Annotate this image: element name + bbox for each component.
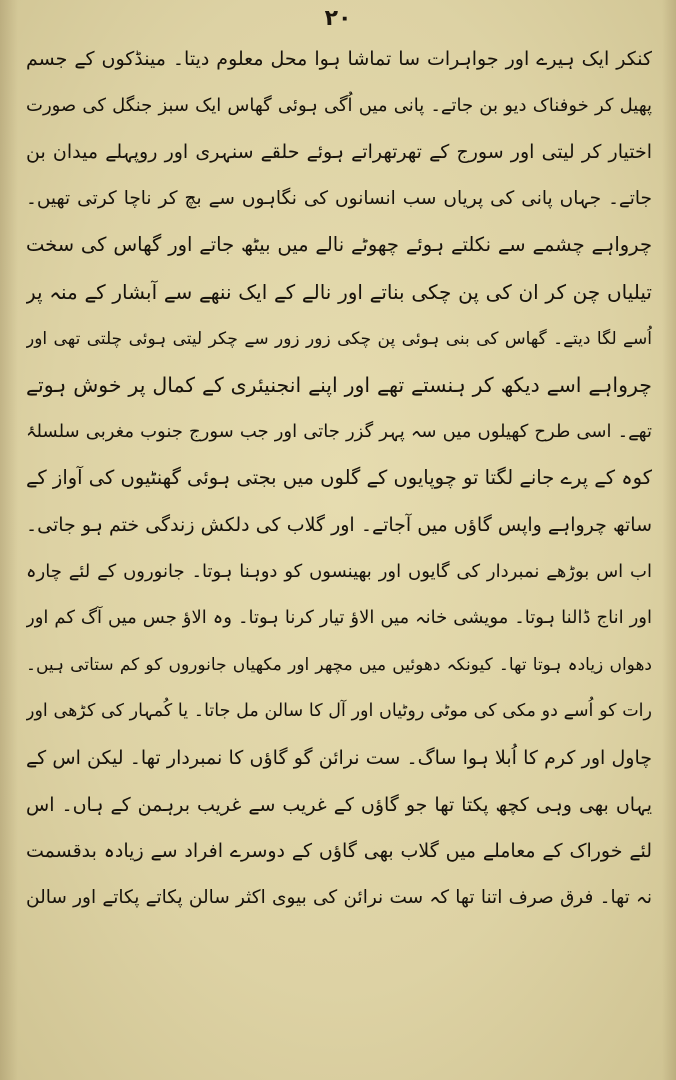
text-line: یہاں بھی وہی کچھ پکتا تھا جو گاؤں کے غریب سے غریب برہمن کے ہاں۔ اس xyxy=(26,793,652,816)
text-line: ساتھ چرواہے واپس گاؤں میں آجاتے۔ اور گلاب کی دلکش زندگی ختم ہو جاتی۔ xyxy=(26,513,652,536)
text-line: اختیار کر لیتی اور سورج کے تھرتھراتے ہوئے حلقے سنہری اور روپہلے میدان بن xyxy=(26,141,652,164)
text-line: اب اس بوڑھے نمبردار کی گایوں اور بھینسوں کو دوہنا ہوتا۔ جانوروں کے لئے چارہ xyxy=(26,560,652,582)
text-line: کوہ کے پرے جانے لگتا تو چوپایوں کے گلوں میں بجتی ہوئی گھنٹیوں کی آواز کے xyxy=(26,466,652,490)
page-number: ۲۰ xyxy=(324,6,352,31)
text-line: تیلیاں چن کر ان کی پن چکی بناتے اور نالے کے ایک ننھے سے آبشار کے منہ پر xyxy=(26,279,652,304)
text-line: اور اناج ڈالنا ہوتا۔ مویشی خانہ میں الاؤ تیار کرنا ہوتا۔ وہ الاؤ جس میں آگ کم اور xyxy=(26,607,652,629)
page-right-edge-shadow xyxy=(662,0,676,1080)
text-line: لئے خوراک کے معاملے میں گلاب بھی گاؤں کے دوسرے افراد سے زیادہ بدقسمت xyxy=(26,840,652,863)
text-line: پھیل کر خوفناک دیو بن جاتے۔ پانی میں اُگی ہوئی گھاس ایک سبز جنگل کی صورت xyxy=(26,94,652,116)
text-line: دھواں زیادہ ہوتا تھا۔ کیونکہ دھوئیں میں مچھر اور مکھیاں جانوروں کو کم ستاتی ہیں۔ xyxy=(26,654,652,675)
body-text xyxy=(26,36,652,921)
text-line: رات کو اُسے دو مکی کی موٹی روٹیاں اور آل کا سالن مل جاتا۔ یا کُمہار کی کڑھی اور xyxy=(26,701,652,722)
page-left-edge-shadow xyxy=(0,0,18,1080)
text-line: نہ تھا۔ فرق صرف اتنا تھا کہ ست نرائن کی بیوی اکثر سالن پکاتے پکاتے اور سالن xyxy=(26,886,652,908)
text-line: جاتے۔ جہاں پانی کی پریاں سب انسانوں کی نگاہوں سے بچ کر ناچا کرتی تھیں۔ xyxy=(26,187,652,209)
text-line: چاول اور کرم کا اُبلا ہوا ساگ۔ ست نرائن گو گاؤں کا نمبردار تھا۔ لیکن اس کے xyxy=(26,746,652,769)
text-line: کنکر ایک ہیرے اور جواہرات سا تماشا ہوا محل معلوم دیتا۔ مینڈکوں کے جسم xyxy=(26,48,652,70)
text-line: اُسے لگا دیتے۔ گھاس کی بنی ہوئی پن چکی زور زور سے چکر لیتی ہوئی چلتی تھی اور xyxy=(26,328,652,349)
text-line: چرواہے اسے دیکھ کر ہنستے تھے اور اپنے انجنیئری کے کمال پر خوش ہوتے xyxy=(26,373,652,398)
text-line: تھے۔ اسی طرح کھیلوں میں سہ پہر گزر جاتی اور جب سورج جنوب مغربی سلسلۂ xyxy=(26,420,652,442)
text-line: چرواہے چشمے سے نکلتے ہوئے چھوٹے نالے میں بیٹھ جاتے اور گھاس کی سخت xyxy=(26,233,652,257)
